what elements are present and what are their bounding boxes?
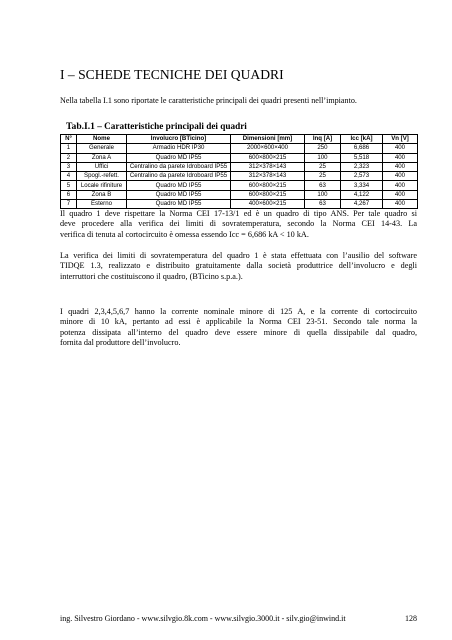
cell-rated-current: 63 [305,181,341,190]
text-line: La verifica dei limiti di sovratemperatura del quadro 1 è stata effettuata con l’ausilio del software [60,251,417,260]
cell-enclosure: Quadro MD IP55 [127,181,231,190]
cell-rated-current: 63 [305,200,341,209]
paragraph-cei-23-51 [60,307,417,349]
cell-name: Uffici [77,162,127,171]
cell-dimensions: 600×800×215 [231,153,305,162]
cell-enclosure: Quadro MD IP55 [127,200,231,209]
cell-dimensions: 312×378×143 [231,172,305,181]
table-row [61,144,418,153]
header-number: N° [61,135,77,144]
cell-name: Esterno [77,200,127,209]
paragraph-tidqe-software [60,251,417,282]
table-row [61,200,418,209]
cell-dimensions: 312×378×143 [231,162,305,171]
header-voltage: Vn [V] [383,135,418,144]
cell-number: 2 [61,153,77,162]
cell-number: 5 [61,181,77,190]
cell-name: Spogl.-refett. [77,172,127,181]
text-line: fornita dal produttore dell’involucro. [60,338,181,348]
cell-short-circuit-current: 2,573 [341,172,383,181]
text-line: minore di 10 kA, pertanto ad essi è applicabile la Norma CEI 23-51. Secondo tale norma la [60,317,417,327]
cell-short-circuit-current: 4,267 [341,200,383,209]
table-row [61,153,418,162]
cell-rated-current: 100 [305,190,341,199]
cell-voltage: 400 [383,200,418,209]
cell-voltage: 400 [383,144,418,153]
cell-rated-current: 250 [305,144,341,153]
cell-short-circuit-current: 6,686 [341,144,383,153]
cell-name: Zona B [77,190,127,199]
cell-enclosure: Quadro MD IP55 [127,153,231,162]
cell-name: Generale [77,144,127,153]
page-number: 128 [405,614,417,623]
table-caption-text: – Caratteristiche principali dei quadri [94,121,247,131]
text-line: verifica di tenuta al cortocircuito è omessa essendo Icc = 6,686 kA < 10 kA. [60,229,309,239]
cell-dimensions: 2000×600×400 [231,144,305,153]
cell-dimensions: 600×800×215 [231,181,305,190]
table-row [61,190,418,199]
intro-paragraph: Nella tabella I.1 sono riportate le caratteristiche principali dei quadri presenti nell’impianto. [60,96,357,105]
header-name: Nome [77,135,127,144]
cell-voltage: 400 [383,172,418,181]
cell-rated-current: 100 [305,153,341,162]
header-enclosure: Involucro [BTicino] [127,135,231,144]
cell-enclosure: Armadio HDR IP30 [127,144,231,153]
cell-name: Zona A [77,153,127,162]
text-line: potenza dissipata all’interno del quadro deve essere minore di quella dissipabile dal quadro, [60,327,417,337]
cell-short-circuit-current: 4,122 [341,190,383,199]
header-rated-current: Inq [A] [305,135,341,144]
header-short-circuit-current: Icc [kA] [341,135,383,144]
table-row [61,181,418,190]
header-dimensions: Dimensioni [mm] [231,135,305,144]
cell-voltage: 400 [383,181,418,190]
text-line: deve procedere alla verifica dei limiti di sovratemperatura, secondo la Norma CEI 14-43. La [60,219,417,229]
cell-number: 1 [61,144,77,153]
cell-rated-current: 25 [305,172,341,181]
table-row [61,162,418,171]
section-title: I – SCHEDE TECNICHE DEI QUADRI [60,67,284,82]
cell-number: 7 [61,200,77,209]
table-caption [66,121,247,132]
cell-enclosure: Quadro MD IP55 [127,190,231,199]
switchboards-table [60,134,418,209]
cell-number: 4 [61,172,77,181]
cell-short-circuit-current: 5,518 [341,153,383,162]
cell-rated-current: 25 [305,162,341,171]
cell-short-circuit-current: 2,323 [341,162,383,171]
text-line: interruttori che costituiscono il quadro, (BTicino s.p.a.). [60,271,243,281]
page-footer [60,614,417,623]
cell-dimensions: 400×600×215 [231,200,305,209]
cell-voltage: 400 [383,153,418,162]
cell-short-circuit-current: 3,334 [341,181,383,190]
cell-number: 6 [61,190,77,199]
cell-voltage: 400 [383,190,418,199]
cell-name: Locale rifiniture [77,181,127,190]
table-row [61,172,418,181]
cell-voltage: 400 [383,162,418,171]
text-line: TIDQE 1.3, realizzato e distribuito gratuitamente dalla società produttrice dell’involucro e degli [60,261,417,271]
paragraph-cei-17-13 [60,209,417,240]
cell-enclosure: Centralino da parete Idroboard IP55 [127,172,231,181]
table-caption-number: Tab.I.1 [66,121,95,132]
cell-number: 3 [61,162,77,171]
text-line: Il quadro 1 deve rispettare la Norma CEI 17-13/1 ed è un quadro di tipo ANS. Per tale quadro si [60,209,417,218]
cell-dimensions: 600×800×215 [231,190,305,199]
text-line: I quadri 2,3,4,5,6,7 hanno la corrente nominale minore di 125 A, e la corrente di cortocircuito [60,307,417,316]
footer-author-links: ing. Silvestro Giordano - www.silvgio.8k.com - www.silvgio.3000.it - silv.gio@inwind.it [60,614,346,623]
cell-enclosure: Centralino da parete Idroboard IP55 [127,162,231,171]
table-header-row [61,135,418,144]
